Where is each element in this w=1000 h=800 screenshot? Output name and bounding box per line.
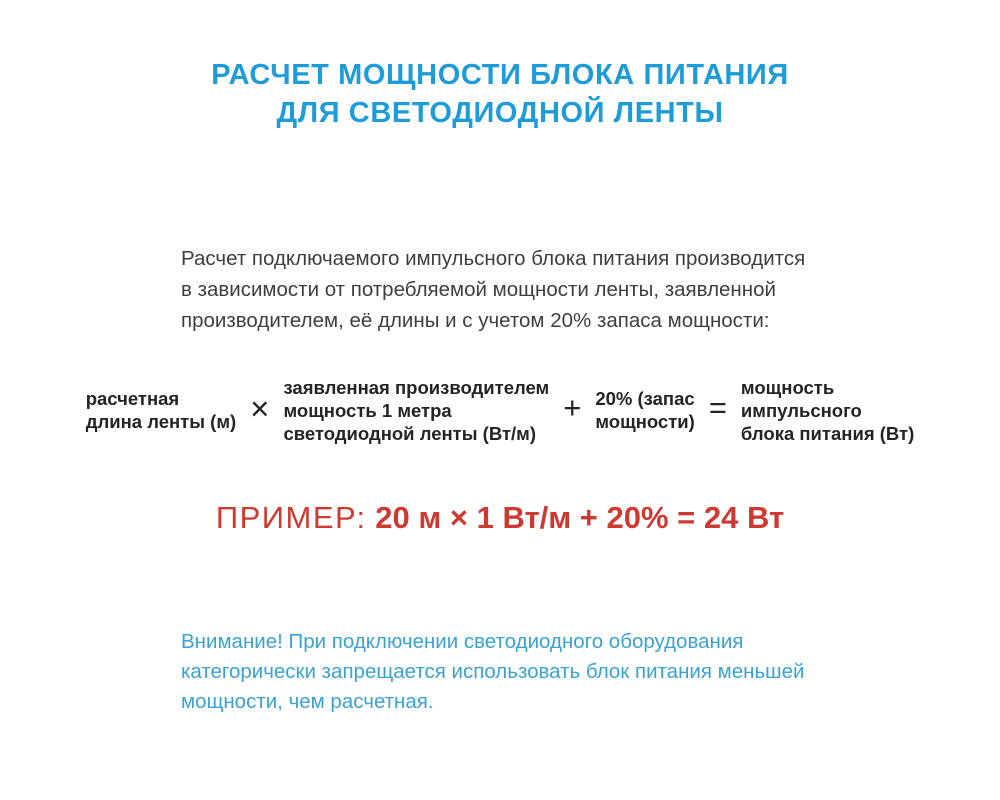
formula-term-power-per-meter-line-3: светодиодной ленты (Вт/м): [283, 422, 536, 444]
warning-line-2: категорически запрещается использовать блок питания меньшей: [181, 660, 805, 683]
formula-term-psu-power-line-2: импульсного: [740, 399, 862, 421]
example-label: ПРИМЕР:: [215, 500, 367, 535]
formula-term-power-reserve-line-2: мощности): [595, 411, 695, 432]
formula-term-power-per-meter-line-2: мощность 1 метра: [283, 399, 452, 421]
formula-term-power-per-meter: [283, 376, 549, 445]
intro-paragraph: [181, 243, 805, 336]
example-line: [0, 500, 1000, 536]
formula-term-psu-power-line-3: блока питания (Вт): [740, 422, 915, 444]
formula-term-power-reserve-line-1: 20% (запас: [595, 388, 695, 409]
multiply-operator: ×: [250, 390, 270, 427]
example-expression: 20 м × 1 Вт/м + 20% = 24 Вт: [366, 500, 785, 535]
formula-term-power-per-meter-line-1: заявленная производителем: [283, 376, 550, 398]
page-title-line-1: РАСЧЕТ МОЩНОСТИ БЛОКА ПИТАНИЯ: [211, 59, 789, 91]
warning-line-1: Внимание! При подключении светодиодного оборудования: [181, 630, 744, 653]
formula-term-strip-length: [86, 387, 236, 433]
formula-term-psu-power-line-1: мощность: [740, 376, 835, 398]
page-title-line-2: ДЛЯ СВЕТОДИОДНОЙ ЛЕНТЫ: [276, 97, 724, 129]
equals-operator: =: [708, 390, 727, 425]
formula-term-power-reserve: [595, 387, 694, 433]
intro-line-2: в зависимости от потребляемой мощности ленты, заявленной: [181, 278, 776, 301]
warning-line-3: мощности, чем расчетная.: [181, 690, 434, 713]
formula-term-strip-length-line-2: длина ленты (м): [85, 411, 237, 432]
formula-term-strip-length-line-1: расчетная: [85, 388, 180, 409]
plus-operator: +: [563, 390, 582, 425]
intro-line-1: Расчет подключаемого импульсного блока питания производится: [181, 247, 806, 270]
formula-term-psu-power: [741, 376, 914, 445]
intro-line-3: производителем, её длины и с учетом 20% запаса мощности:: [181, 309, 770, 332]
formula-row: [0, 370, 1000, 450]
page-title: [0, 56, 1000, 132]
warning-paragraph: [181, 627, 804, 717]
